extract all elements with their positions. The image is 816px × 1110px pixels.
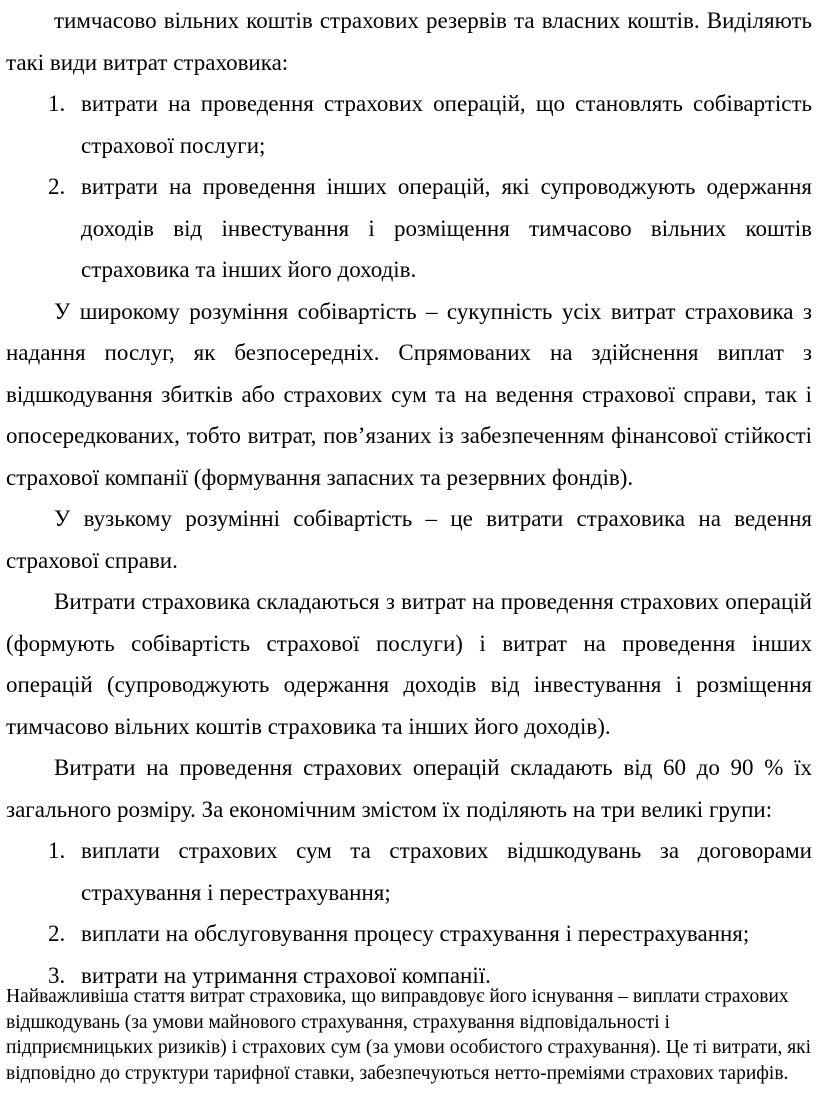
list-item-text: витрати на утримання страхової компанії. [81,962,491,988]
expense-groups-list [6,830,812,996]
list-item [6,83,812,166]
list-item-text: витрати на проведення інших операцій, які супроводжують одержання доходів від інвестування і розміщення тимчасово вільних коштів страховика та інших його доходів. [81,174,812,282]
list-number: 1. [48,91,66,116]
main-text [6,0,812,996]
list-number: 2. [48,174,66,199]
list-item [6,913,812,955]
expense-types-list [6,83,812,291]
list-item-text: виплати страхових сум та страхових відшкодувань за договорами страхування і перестрахування; [81,838,812,905]
list-item-text: витрати на проведення страхових операцій, що становлять собівартість страхової послуги; [81,91,812,158]
expense-composition-paragraph: Витрати страховика складаються з витрат на проведення страхових операцій (формують собівартість страхової послуги) і витрат на проведення інших операцій (супроводжують одержання доходів від інвестування і розміщення тимчасово вільних коштів страховика та інших його доходів). [6,589,812,739]
operations-share-paragraph: Витрати на проведення страхових операцій складають від 60 до 90 % їх загального розміру. За економічним змістом їх поділяють на три великі групи: [6,755,812,822]
list-item [6,166,812,291]
footer-paragraph: Найважливіша стаття витрат страховика, що виправдовує його існування – виплати страхових відшкодувань (за умови майнового страхування, страхування відповідальності і підприємницьких ризиків) і страхових сум (за умови особистого страхування). Це ті витрати, які відповідно до структури тарифної ставки, забезпечуються нетто-преміями страхових тарифів. [6,986,812,1084]
list-number: 3. [48,962,66,988]
broad-definition-paragraph: У широкому розуміння собівартість – сукупність усіх витрат страховика з надання послуг, як безпосередніх. Спрямованих на здійснення виплат з відшкодування збитків або страхових сум та на ведення страхової справи, так і опосередкованих, тобто витрат, пов’язаних із забезпеченням фінансової стійкості страхової компанії (формування запасних та резервних фондів). [6,298,812,490]
list-item [6,830,812,913]
narrow-definition-paragraph: У вузькому розумінні собівартість – це витрати страховика на ведення страхової справи. [6,506,812,573]
list-number: 2. [48,921,66,946]
intro-paragraph: тимчасово вільних коштів страхових резервів та власних коштів. Виділяють такі види витрат страховика: [6,8,812,75]
list-number: 1. [48,838,66,863]
list-item-text: виплати на обслуговування процесу страхування і перестрахування; [81,921,750,946]
